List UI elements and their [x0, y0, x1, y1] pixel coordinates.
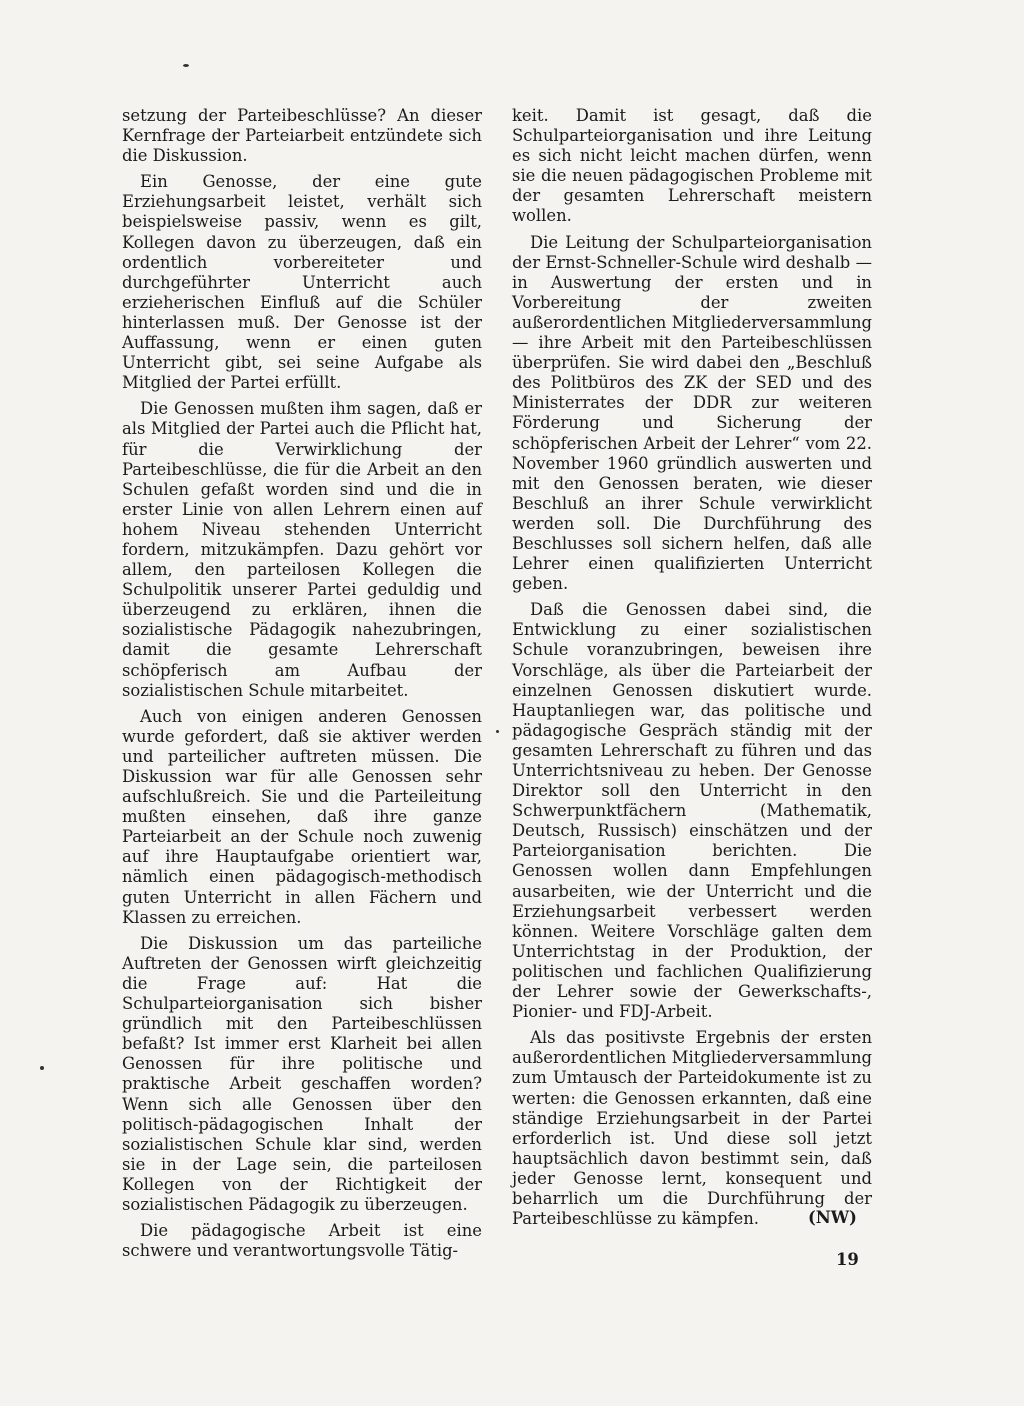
print-speck: [496, 730, 499, 733]
left-column: [122, 106, 482, 1267]
print-speck: [183, 64, 189, 67]
print-speck: [40, 1066, 44, 1070]
right-column: [512, 106, 872, 1235]
paragraph: Daß die Genossen dabei sind, die Entwicklung zu einer sozialistischen Schule voranzubringen, beweisen ihre Vorschläge, als über die Parteiarbeit der einzelnen Genossen diskutiert wurde. Hauptanliegen war, das politische und pädagogische Gespräch ständig mit der gesamten Lehrerschaft zu führen und das Unterrichtsniveau zu heben. Der Genosse Direktor soll den Unterricht in den Schwerpunktfächern (Mathematik, Deutsch, Russisch) einschätzen und der Parteiorganisation berichten. Die Genossen wollen dann Empfehlungen ausarbeiten, wie der Unterricht und die Erziehungsarbeit verbessert werden können. Weitere Vorschläge galten dem Unterrichtstag in der Produktion, der politischen und fachlichen Qualifizierung der Lehrer sowie der Gewerkschafts-, Pionier- und FDJ-Arbeit.: [512, 600, 872, 1022]
paragraph: Ein Genosse, der eine gute Erziehungsarbeit leistet, verhält sich beispielsweise passiv, wenn es gilt, Kollegen davon zu überzeugen, daß ein ordentlich vorbereiteter und durchgeführter Unterricht auch erzieherischen Einfluß auf die Schüler hinterlassen muß. Der Genosse ist der Auffassung, wenn er einen guten Unterricht gibt, sei seine Aufgabe als Mitglied der Partei erfüllt.: [122, 172, 482, 393]
paragraph: Die pädagogische Arbeit ist eine schwere und verantwortungsvolle Tätig-: [122, 1221, 482, 1261]
paragraph: Die Diskussion um das parteiliche Auftreten der Genossen wirft gleichzeitig die Frage auf: Hat die Schulparteiorganisation sich bisher gründlich mit den Parteibeschlüssen befaßt? Ist immer erst Klarheit bei allen Genossen für ihre politische und praktische Arbeit geschaffen worden? Wenn sich alle Genossen über den politisch-pädagogischen Inhalt der sozialistischen Schule klar sind, werden sie in der Lage sein, die parteilosen Kollegen von der Richtigkeit der sozialistischen Pädagogik zu überzeugen.: [122, 933, 482, 1214]
page-number: 19: [836, 1250, 859, 1269]
paragraph: Die Leitung der Schulparteiorganisation der Ernst-Schneller-Schule wird deshalb — in Auswertung der ersten und in Vorbereitung der zweiten außerordentlichen Mitgliederversammlung — ihre Arbeit mit den Parteibeschlüssen überprüfen. Sie wird dabei den „Beschluß des Politbüros des ZK der SED und des Ministerrates der DDR zur weiteren Förderung und Sicherung der schöpferischen Arbeit der Lehrer“ vom 22. November 1960 gründlich auswerten und mit den Genossen beraten, wie dieser Beschluß an ihrer Schule verwirklicht werden soll. Die Durchführung des Beschlusses soll sichern helfen, daß alle Lehrer einen qualifizierten Unterricht geben.: [512, 232, 872, 594]
paragraph: Auch von einigen anderen Genossen wurde gefordert, daß sie aktiver werden und parteilicher auftreten müssen. Die Diskussion war für alle Genossen sehr aufschlußreich. Sie und die Parteileitung mußten einsehen, daß ihre ganze Parteiarbeit an der Schule noch zuwenig auf ihre Hauptaufgabe orientiert war, nämlich einen pädagogisch-methodisch guten Unterricht in allen Fächern und Klassen zu erreichen.: [122, 706, 482, 927]
author-signature: (NW): [808, 1208, 857, 1227]
paragraph: Die Genossen mußten ihm sagen, daß er als Mitglied der Partei auch die Pflicht hat, für die Verwirklichung der Parteibeschlüsse, die für die Arbeit an den Schulen gefaßt worden sind und die in erster Linie von allen Lehrern einen auf hohem Niveau stehenden Unterricht fordern, mitzukämpfen. Dazu gehört vor allem, den parteilosen Kollegen die Schulpolitik unserer Partei geduldig und überzeugend zu erklären, ihnen die sozialistische Pädagogik nahezubringen, damit die gesamte Lehrerschaft schöpferisch am Aufbau der sozialistischen Schule mitarbeitet.: [122, 399, 482, 700]
paragraph: keit. Damit ist gesagt, daß die Schulparteiorganisation und ihre Leitung es sich nicht leicht machen dürfen, wenn sie die neuen pädagogischen Probleme mit der gesamten Lehrerschaft meistern wollen.: [512, 106, 872, 226]
paragraph: setzung der Parteibeschlüsse? An dieser Kernfrage der Parteiarbeit entzündete sich die Diskussion.: [122, 106, 482, 166]
paragraph: Als das positivste Ergebnis der ersten außerordentlichen Mitgliederversammlung zum Umtausch der Parteidokumente ist zu werten: die Genossen erkannten, daß eine ständige Erziehungsarbeit in der Partei erforderlich ist. Und diese soll jetzt hauptsächlich davon bestimmt sein, daß jeder Genosse lernt, konsequent und beharrlich um die Durchführung der Parteibeschlüsse zu kämpfen.: [512, 1028, 872, 1229]
